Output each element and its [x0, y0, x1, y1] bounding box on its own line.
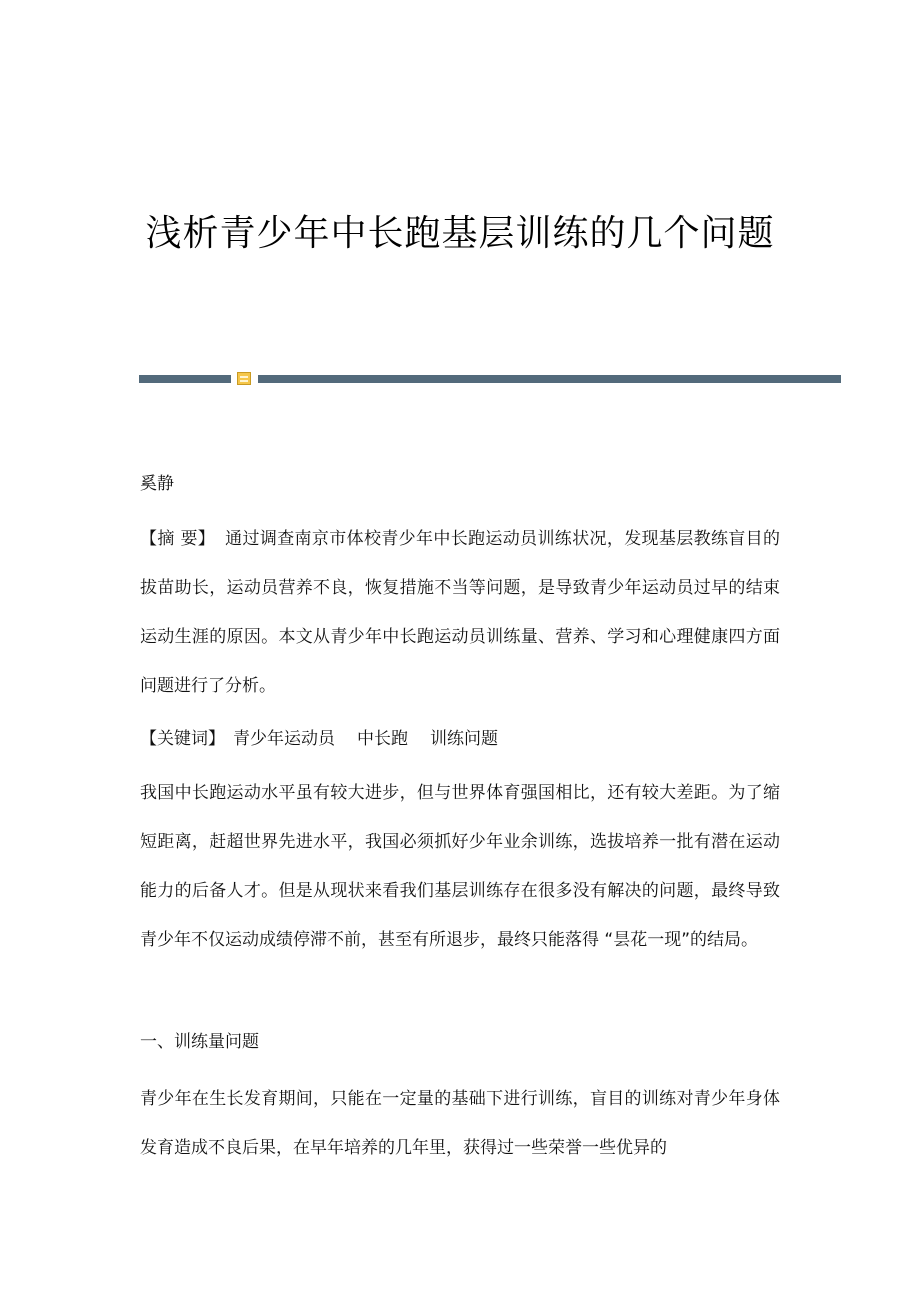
abstract-text: 通过调查南京市体校青少年中长跑运动员训练状况，发现基层教练盲目的拔苗助长，运动员营养不良，恢复措施不当等问题，是导致青少年运动员过早的结束运动生涯的原因。本文从青少年中长跑运动员训练量、营养、学习和心理健康四方面问题进行了分析。: [140, 529, 780, 696]
body-paragraph: 青少年在生长发育期间，只能在一定量的基础下进行训练，盲目的训练对青少年身体发育造成不良后果，在早年培养的几年里，获得过一些荣誉一些优异的: [140, 1089, 780, 1158]
keyword: 训练问题: [430, 729, 498, 749]
section-heading: 一、训练量问题: [140, 1032, 259, 1052]
keyword: 青少年运动员: [233, 729, 335, 749]
body-paragraph: 我国中长跑运动水平虽有较大进步，但与世界体育强国相比，还有较大差距。为了缩短距离，赶超世界先进水平，我国必须抓好少年业余训练，选拔培养一批有潜在运动能力的后备人才。但是从现状来看我们基层训练存在很多没有解决的问题，最终导致青少年不仅运动成绩停滞不前，甚至有所退步，最终只能落得 “昙花一现”的结局。: [140, 783, 780, 950]
document-title: 浅析青少年中长跑基层训练的几个问题: [145, 213, 775, 254]
keywords-label: 【关键词】: [140, 729, 225, 749]
author-name: 奚静: [140, 474, 174, 494]
title-rule-left: [139, 375, 231, 383]
abstract-label: 【摘 要】: [140, 529, 216, 549]
keywords: [140, 715, 780, 764]
title-rule-right: [258, 375, 841, 383]
abstract: [140, 515, 780, 711]
keyword: 中长跑: [357, 729, 408, 749]
document-mark-icon: [237, 372, 251, 385]
